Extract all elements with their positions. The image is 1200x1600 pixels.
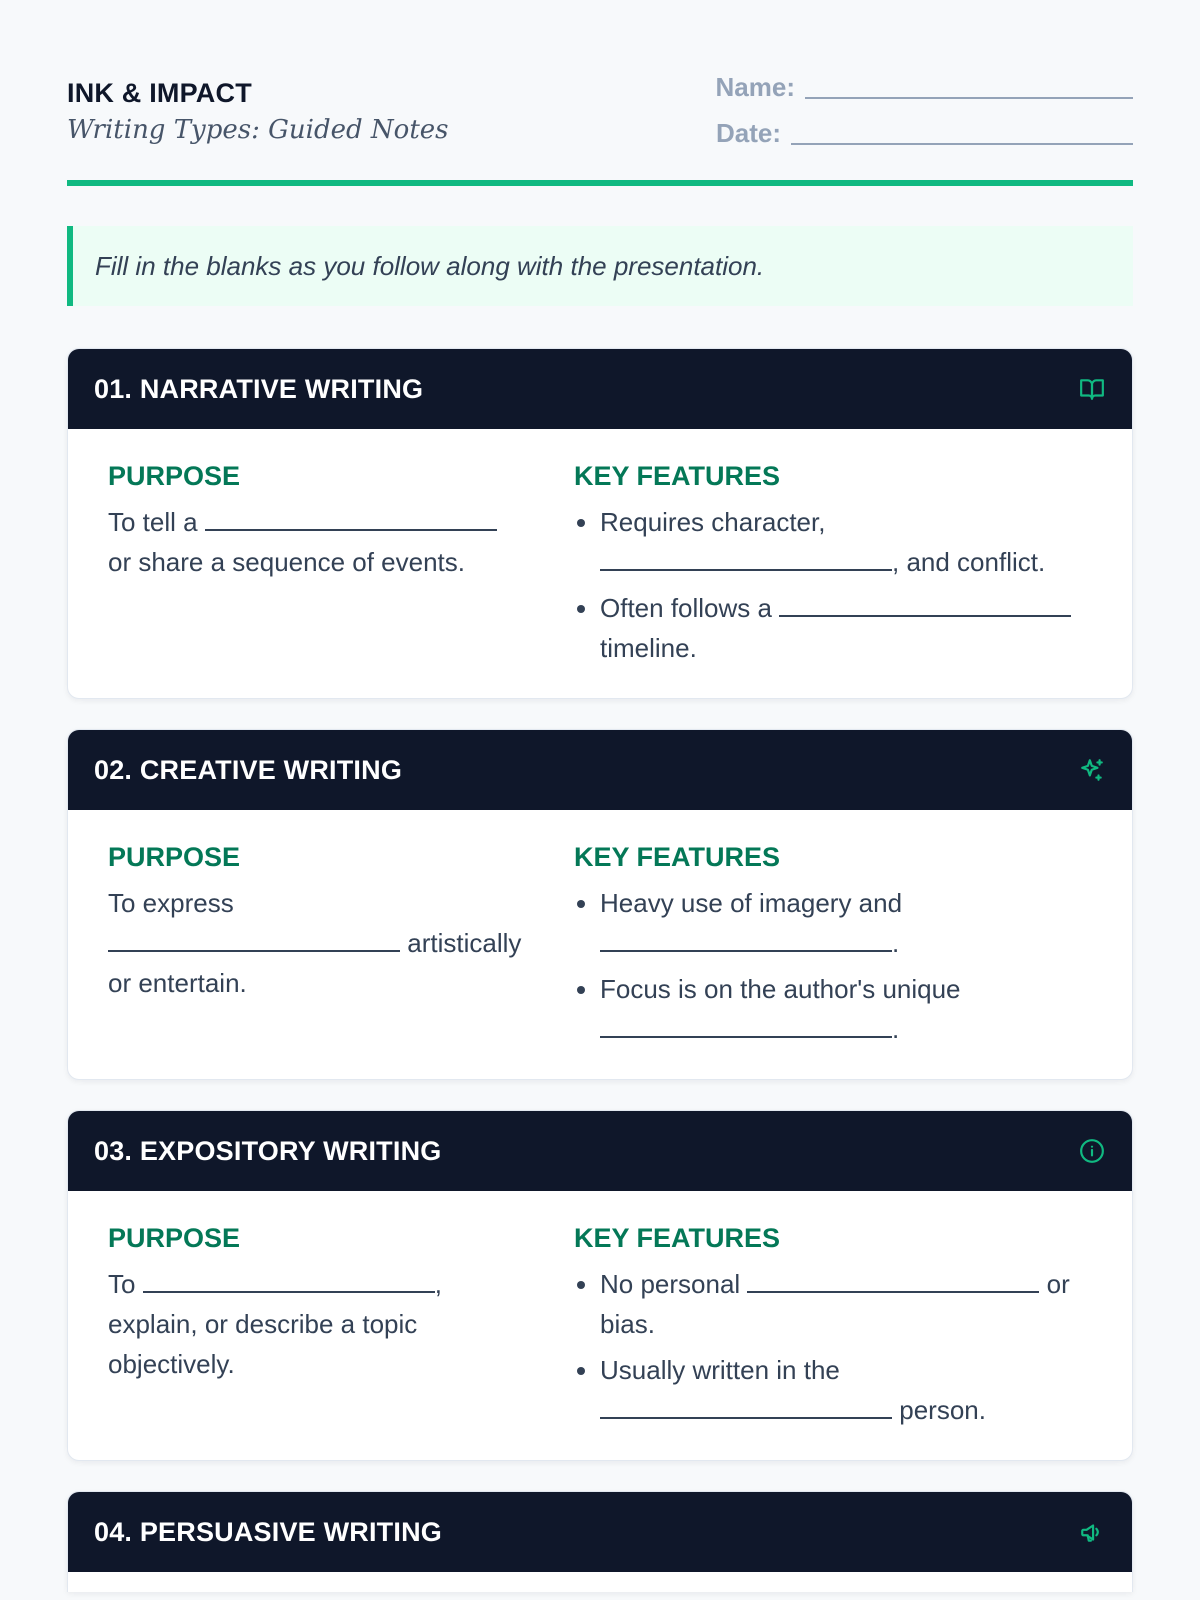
feature-item	[600, 1264, 1092, 1344]
section-body	[68, 810, 1132, 1079]
features-label: KEY FEATURES	[574, 461, 781, 491]
name-blank-line	[805, 97, 1133, 99]
fill-in-blank[interactable]	[600, 926, 892, 952]
purpose-label: PURPOSE	[108, 461, 241, 491]
feature-text-after: .	[892, 1014, 900, 1044]
fill-in-blank[interactable]	[600, 545, 892, 571]
section-header	[68, 1492, 1132, 1572]
features-column	[574, 461, 1092, 674]
section-title: 01. NARRATIVE WRITING	[94, 373, 424, 404]
feature-text-before: Usually written in the	[600, 1355, 840, 1385]
purpose-column	[108, 1223, 574, 1436]
megaphone-icon	[1078, 1518, 1106, 1546]
section-card-persuasive	[67, 1491, 1133, 1592]
features-list	[574, 883, 1092, 1049]
purpose-text-before: To tell a	[108, 507, 198, 537]
features-label: KEY FEATURES	[574, 1223, 781, 1253]
section-title: 04. PERSUASIVE WRITING	[94, 1516, 442, 1547]
fill-in-blank[interactable]	[600, 1012, 892, 1038]
feature-item	[600, 1350, 1092, 1430]
sparkles-icon	[1078, 756, 1106, 784]
fill-in-blank[interactable]	[143, 1267, 435, 1293]
section-title: 02. CREATIVE WRITING	[94, 754, 403, 785]
purpose-text	[108, 502, 522, 582]
purpose-label: PURPOSE	[108, 1223, 241, 1253]
info-circle-icon	[1078, 1137, 1106, 1165]
instruction-banner: Fill in the blanks as you follow along with the presentation.	[67, 226, 1133, 306]
features-column	[574, 842, 1092, 1055]
features-label: KEY FEATURES	[574, 842, 781, 872]
section-header	[68, 730, 1132, 810]
section-title: 03. EXPOSITORY WRITING	[94, 1135, 442, 1166]
feature-text-after: .	[892, 928, 900, 958]
purpose-text	[108, 883, 522, 1003]
purpose-text-before: To express	[108, 888, 234, 918]
fill-in-blank[interactable]	[600, 1393, 892, 1419]
feature-text-after: person.	[899, 1395, 986, 1425]
section-body	[68, 1191, 1132, 1460]
open-book-icon	[1078, 375, 1106, 403]
section-body	[68, 429, 1132, 698]
feature-item	[600, 502, 1092, 582]
feature-text-after: or bias.	[600, 1269, 1070, 1339]
date-label: Date:	[715, 118, 781, 148]
worksheet-subtitle: Writing Types: Guided Notes	[67, 115, 449, 145]
features-list	[574, 502, 1092, 668]
fill-in-blank[interactable]	[747, 1267, 1039, 1293]
feature-text-before: No personal	[600, 1269, 741, 1299]
section-header	[68, 1111, 1132, 1191]
section-header	[68, 349, 1132, 429]
purpose-text-after: , explain, or describe a topic objectively.	[108, 1269, 442, 1379]
fill-in-blank[interactable]	[205, 505, 497, 531]
purpose-text-after: or share a sequence of events.	[108, 547, 466, 577]
purpose-label: PURPOSE	[108, 842, 241, 872]
feature-text-after: timeline.	[600, 633, 697, 663]
purpose-text	[108, 1264, 522, 1384]
feature-item	[600, 883, 1092, 963]
feature-text-after: , and conflict.	[892, 547, 1046, 577]
features-column	[574, 1223, 1092, 1436]
section-card-creative	[67, 729, 1133, 1080]
section-card-narrative	[67, 348, 1133, 699]
purpose-column	[108, 842, 574, 1055]
features-list	[574, 1264, 1092, 1430]
section-card-expository	[67, 1110, 1133, 1461]
fill-in-blank[interactable]	[108, 926, 400, 952]
brand-title: INK & IMPACT	[67, 78, 252, 108]
worksheet-header	[67, 0, 1133, 186]
feature-text-before: Focus is on the author's unique	[600, 974, 961, 1004]
feature-text-before: Heavy use of imagery and	[600, 888, 903, 918]
feature-text-before: Requires character,	[600, 507, 826, 537]
purpose-column	[108, 461, 574, 674]
feature-item	[600, 969, 1092, 1049]
purpose-text-before: To	[108, 1269, 136, 1299]
feature-item	[600, 588, 1092, 668]
date-blank-line	[791, 143, 1133, 145]
name-field	[716, 72, 1133, 103]
feature-text-before: Often follows a	[600, 593, 772, 623]
name-label: Name:	[715, 72, 795, 102]
fill-in-blank[interactable]	[779, 591, 1071, 617]
date-field	[716, 118, 1133, 149]
purpose-text-after: artistically or entertain.	[108, 928, 522, 998]
